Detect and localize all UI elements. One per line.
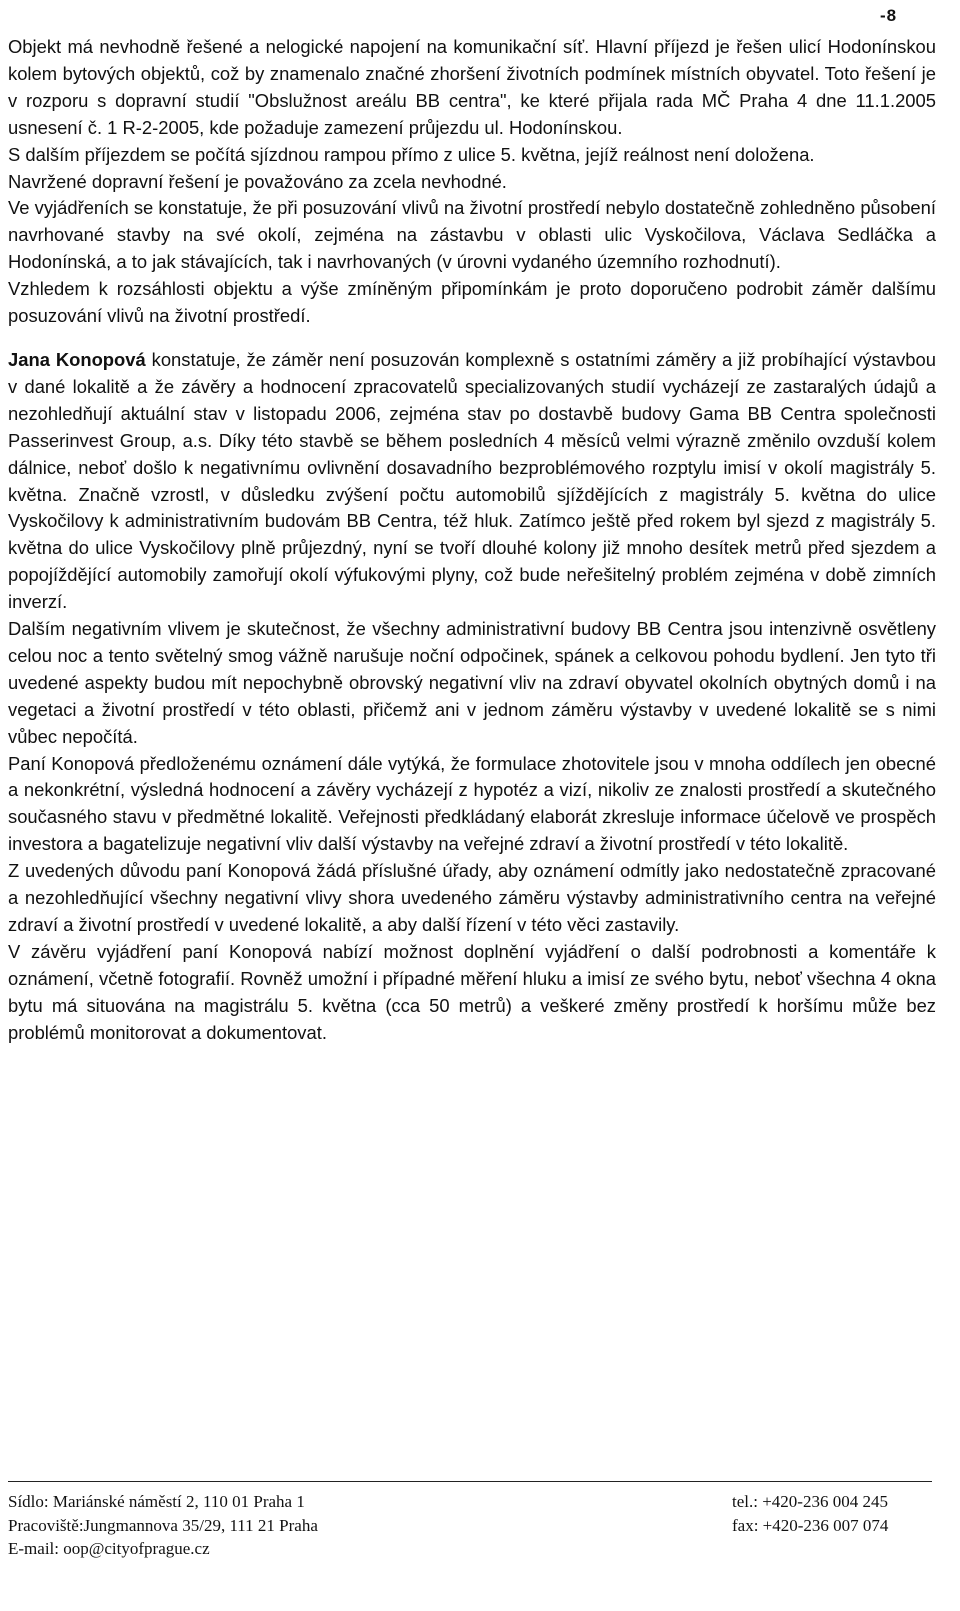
paragraph-light-smog: Dalším negativním vlivem je skutečnost, že všechny administrativní budovy BB Centra jsou intenzivně osvětleny celou noc a tento světelný smog vážně narušuje noční odpočinek, spánek a celkovou pohodu bydlení. Jen tyto tři uvedené aspekty budou mít nepochybně obrovský negativní vliv na zdraví obyvatel okolních obytných domů i na vegetaci a životní prostředí v této oblasti, přičemž ani v jednom záměru výstavby v uvedené lokalitě se s nimi vůbec nepočítá. [8, 618, 936, 747]
paragraph-recommendation: Vzhledem k rozsáhlosti objektu a výše zmíněným připomínkám je proto doporučeno podrobit záměr dalšímu posuzování vlivů na životní prostředí. [8, 278, 936, 327]
footer-workplace: Pracoviště:Jungmannova 35/29, 111 21 Praha [8, 1515, 318, 1535]
speaker-name: Jana Konopová [8, 348, 146, 370]
paragraph-environment-impact: Ve vyjádřeních se konstatuje, že při posuzování vlivů na životní prostředí nebylo dostatečně zohledněno působení navrhované stavby na své okolí, zejména na zástavbu v oblasti ulic Vyskočilova, Václava Sedláčka a Hodonínská, a to jak stávajících, tak i navrhovaných (v úrovni vydaného územního rozhodnutí). [8, 197, 936, 273]
footer-seat: Sídlo: Mariánské náměstí 2, 110 01 Praha 1 [8, 1492, 305, 1511]
paragraph-second-access: S dalším příjezdem se počítá sjízdnou rampou přímo z ulice 5. května, jejíž reálnost není doložena. [8, 143, 815, 165]
paragraph-request: Z uvedených důvodu paní Konopová žádá příslušné úřady, aby oznámení odmítly jako nedostatečně zpracované a nezohledňující všechny negativní vlivy shora uvedeného záměru výstavby administrativního centra na veřejné zdraví a životní prostředí v uvedené lokalitě, a aby další řízení v této věci zastavily. [8, 860, 936, 935]
footer-divider [8, 1481, 932, 1482]
paragraph-konopova-statement: Jana Konopová konstatuje, že záměr není posuzován komplexně s ostatními záměry a již probíhající výstavbou v dané lokalitě a že závěry a hodnocení zpracovatelů specializovaných studií vycházejí ze zastaralých údajů a nezohledňují aktuální stav v listopadu 2006, zejména stav po dostavbě budovy Gama BB Centra společnosti Passerinvest Group, a.s. Díky této stavbě se během posledních 4 měsíců velmi výrazně změnilo ovzduší kolem dálnice, neboť došlo k negativnímu ovlivnění dosavadního bezproblémového rozptylu imisí v okolí magistrály 5. května. Značně vzrostl, v důsledku zvýšení počtu automobilů sjíždějících z magistrály 5. května do ulice Vyskočilovy k administrativním budovám BB Centra, též hluk. Zatímco ještě před rokem byl sjezd z magistrály 5. května do ulice Vyskočilovy plně průjezdný, nyní se tvoří dlouhé kolony již mnoho desítek metrů před sjezdem a popojíždějící automobily zamořují okolí výfukovými plyny, což bude neřešitelný problém zejména v době zimních inverzí. [8, 348, 936, 613]
footer-email: E-mail: oop@cityofprague.cz [8, 1539, 210, 1558]
page-number: -8 [880, 6, 898, 25]
document-body [8, 34, 936, 1047]
paragraph-report-criticism: Paní Konopová předloženému oznámení dále vytýká, že formulace zhotovitele jsou v mnoha oddílech jen obecné a nekonkrétní, výsledná hodnocení a závěry vycházejí z hypotéz a vizí, nikoliv ze znalosti prostředí a skutečného současného stavu v předmětné lokalitě. Veřejnosti předkládaný elaborát zkresluje informace účelově ve prospěch investora a bagatelizuje negativní vliv další výstavby na veřejné zdraví a životní prostředí v této lokalitě. [8, 752, 936, 855]
paragraph-access-road: Objekt má nevhodně řešené a nelogické napojení na komunikační síť. Hlavní příjezd je řešen ulicí Hodonínskou kolem bytových objektů, což by znamenalo značné zhoršení životních podmínek místních obyvatel. Toto řešení je v rozporu s dopravní studií "Obslužnost areálu BB centra", ke které přijala rada MČ Praha 4 dne 11.1.2005 usnesení č. 1 R-2-2005, kde požaduje zamezení průjezdu ul. Hodonínskou. [8, 36, 936, 138]
footer-phone: tel.: +420-236 004 245 [732, 1492, 888, 1511]
footer-fax: fax: +420-236 007 074 [732, 1515, 889, 1535]
footer-address [8, 1490, 318, 1561]
footer-contacts [732, 1490, 932, 1537]
paragraph-offer: V závěru vyjádření paní Konopová nabízí možnost doplnění vyjádření o další podrobnosti a komentáře k oznámení, včetně fotografií. Rovněž umožní i případné měření hluku a imisí ze svého bytu, neboť všechna 4 okna bytu má situována na magistrálu 5. května (cca 50 metrů) a veškeré změny prostředí k horšímu může bez problémů monitorovat a dokumentovat. [8, 940, 936, 1043]
paragraph-traffic-solution: Navržené dopravní řešení je považováno za zcela nevhodné. [8, 170, 507, 192]
